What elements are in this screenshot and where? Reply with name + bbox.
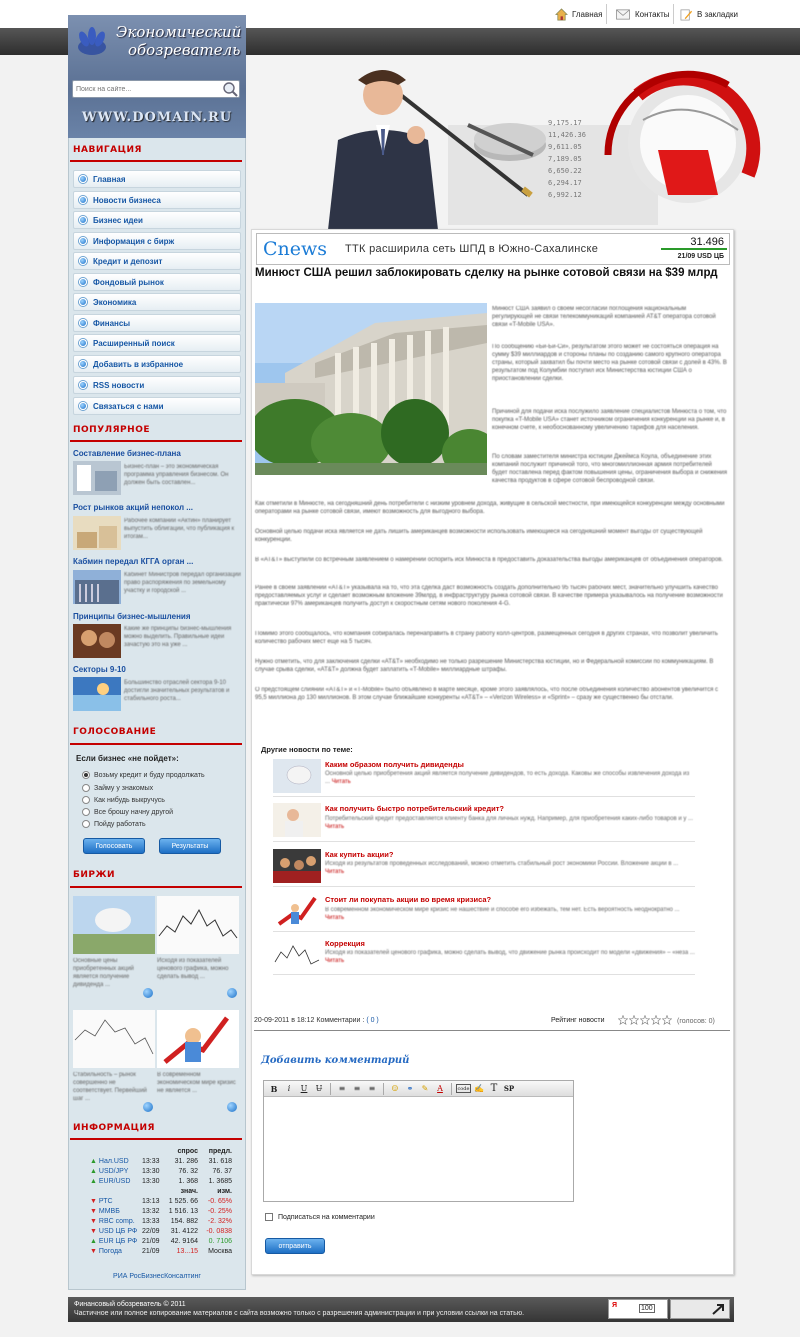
popular-item-text: Кабинет Министров передал организации право распоряжения по земельному участку и городской ... (124, 572, 241, 594)
related-item-title[interactable]: Как купить акции? (325, 850, 394, 859)
header-banner-image (248, 55, 800, 230)
article-meta: 20-09-2011 в 18:12 Комментарии : ( 0 ) (254, 1017, 379, 1024)
section-title-poll: ГОЛОСОВАНИЕ (73, 727, 157, 737)
section-divider (70, 440, 242, 442)
article-paragraph: Минюст США заявил о своем несогласии поглощения национальным регулирующей не связи телекоммуникаций компанией AT&T оператора сотовой связи «T-Mobile USA». (492, 306, 716, 328)
star-icon[interactable] (629, 1015, 639, 1025)
cnews-rate-label: 21/09 USD ЦБ (677, 253, 724, 260)
bullet-icon (79, 175, 87, 183)
read-more-link[interactable]: Читать (325, 915, 345, 921)
poll-option[interactable]: Все брошу начну другой (82, 808, 173, 816)
table-header: спрос предл. (177, 1147, 232, 1155)
popular-thumb-image[interactable] (73, 570, 121, 604)
nav-item-add-favorites[interactable]: Добавить в избранное (73, 355, 241, 373)
counter-logo-icon: Я (612, 1302, 618, 1309)
footer-notice: Частичное или полное копирование материалов с сайта возможно только с разрешения администрации и при условии ссылки на статью. (74, 1310, 525, 1317)
nav-item-stock-market[interactable]: Фондовый рынок (73, 273, 241, 291)
star-icon[interactable] (662, 1015, 672, 1025)
logo-line1: Экономический (116, 23, 242, 41)
table-header: знач. изм. (180, 1187, 232, 1195)
divider (254, 1030, 730, 1031)
radio-button[interactable] (82, 820, 90, 828)
send-comment-button[interactable]: отправить (265, 1238, 325, 1254)
related-item-title[interactable]: Как получить быстро потребительский кредит? (325, 804, 504, 813)
toolbar-divider (451, 1083, 452, 1095)
info-source-link[interactable]: РИА РосБизнесКонсалтинг (113, 1273, 201, 1280)
bullet-icon (79, 237, 87, 245)
nav-item-advanced-search[interactable]: Расширенный поиск (73, 334, 241, 352)
related-heading: Другие новости по теме: (261, 745, 353, 754)
underline-button[interactable]: U (300, 1084, 308, 1093)
related-item-text: В современном экономическом мире кризис не нашествие и способе его избежать, тем нет. Есть вероятность неоднократно ... Читать (325, 907, 680, 921)
bullet-icon (79, 257, 87, 265)
svg-text:7,189.05: 7,189.05 (548, 155, 582, 163)
popular-thumb-image[interactable] (73, 624, 121, 658)
rating-votes: (голосов: 0) (677, 1018, 715, 1025)
poll-option[interactable]: Займу у знакомых (82, 784, 153, 792)
popular-item-title[interactable]: Составление бизнес-плана (73, 449, 181, 458)
popular-item-title[interactable]: Кабмин передал КГГА орган ... (73, 557, 194, 566)
related-thumb-image[interactable] (273, 759, 321, 793)
toolbar-divider (330, 1083, 331, 1095)
table-row: ▼ RBC comp. 13:33 154. 882 -2. 32% (90, 1217, 232, 1225)
align-right-button[interactable]: ≡ (368, 1084, 376, 1093)
subscribe-checkbox[interactable]: Подписаться на комментарии (265, 1213, 375, 1221)
comment-editor[interactable] (263, 1080, 574, 1202)
nav-item-credit[interactable]: Кредит и депозит (73, 252, 241, 270)
nav-item-rss[interactable]: RSS новости (73, 376, 241, 394)
site-domain: WWW.DOMAIN.RU (81, 110, 233, 125)
radio-button[interactable] (82, 796, 90, 804)
popular-item-title[interactable]: Секторы 9-10 (73, 665, 126, 674)
nav-item-contact[interactable]: Связаться с нами (73, 397, 241, 415)
cnews-logo: Cnews (263, 238, 328, 260)
strike-button[interactable]: U̶ (315, 1084, 323, 1093)
section-divider (70, 886, 242, 888)
related-item-text: Исходя из показателей ценового графика, можно сделать вывод, что движение рынка происходит по модели «движения» – «неза ... Читать (325, 950, 695, 964)
table-row: ▼ Погода 21/09 13...15 Москва (90, 1247, 232, 1255)
article-paragraph: Нужно отметить, что для заключения сделки «AT&T» необходимо не только разрешение Министерства юстиции, но и Федеральной комиссии по коммуникациям. В случае срыва сделки, «AT&T» должна будет заплатить «T-Mobile» миллиардные штрафы. (255, 659, 714, 673)
related-item-title[interactable]: Стоит ли покупать акции во время кризиса? (325, 895, 492, 904)
nav-item-business-news[interactable]: Новости бизнеса (73, 191, 241, 209)
bullet-icon (79, 298, 87, 306)
smiley-icon[interactable]: ☺ (391, 1084, 399, 1093)
related-item-text: Потребительский кредит предоставляется клиенту банка для личных нужд. Например, для приобретения каких-либо товаров и у ... Читать (325, 816, 694, 830)
divider (273, 886, 695, 887)
star-icon[interactable] (640, 1015, 650, 1025)
top-link-home[interactable]: Главная (555, 6, 602, 22)
bullet-icon (79, 319, 87, 327)
popular-item-text: Какие же принципы бизнес-мышления можно выделить. Правильные идеи зачастую это на уже ... (124, 626, 232, 648)
arrow-counter[interactable] (670, 1299, 730, 1319)
results-button[interactable]: Результаты (159, 838, 221, 854)
align-center-button[interactable]: ≡ (353, 1084, 361, 1093)
section-divider (70, 160, 242, 162)
bullet-icon (79, 278, 87, 286)
svg-text:6,294.17: 6,294.17 (548, 179, 582, 187)
divider (273, 796, 695, 797)
bullet-icon (79, 339, 87, 347)
info-table (88, 1146, 234, 1256)
yandex-counter[interactable]: Я 100 (608, 1299, 668, 1319)
align-left-button[interactable]: ≡ (338, 1084, 346, 1093)
divider (273, 974, 695, 975)
read-more-link[interactable]: Читать (325, 958, 345, 964)
bullet-icon (79, 216, 87, 224)
bold-button[interactable]: B (270, 1083, 278, 1094)
code-button[interactable]: code (457, 1085, 470, 1092)
table-row: ▲ Нал.USD 13:33 31. 286 31. 618 (90, 1157, 232, 1165)
article-paragraph: О предстоящем слиянии «AT&T» и «T-Mobile» было объявлено в марте месяце, кроме этого заявлялось, что после объединения количество абонентов увеличится с 95,5 миллиона до 130 миллионов. В этом случае ближайшие конкуренты «AT&T» – «Verizon Wireless» и «Sprint» – сразу же существенно бы отстали. (255, 687, 718, 701)
popular-thumb-image[interactable] (73, 461, 121, 495)
popular-thumb-image[interactable] (73, 677, 121, 711)
radio-button[interactable] (82, 784, 90, 792)
editor-toolbar (264, 1081, 573, 1097)
arrow-up-right-icon (711, 1302, 727, 1316)
exchange-thumb-image[interactable] (73, 896, 155, 954)
svg-text:6,992.12: 6,992.12 (548, 191, 582, 199)
related-item-title[interactable]: Каким образом получить дивиденды (325, 760, 464, 769)
svg-text:11,426.36: 11,426.36 (548, 131, 586, 139)
svg-text:9,611.05: 9,611.05 (548, 143, 582, 151)
bullet-icon (79, 360, 87, 368)
search-input[interactable] (72, 80, 240, 98)
site-logo[interactable] (68, 15, 246, 138)
popular-item-text: Рабочее компании «Актин» планирует выпустить облигации, что публикация к итогам... (124, 518, 235, 540)
more-arrow-icon[interactable] (227, 988, 237, 998)
nav-item-finance[interactable]: Финансы (73, 314, 241, 332)
article-paragraph: Как отметили в Минюсте, на сегодняшний день потребители с низким уровнем дохода, живущие в сельской местности, при имеющейся конкуренции между основными операторами на рынке сотовой связи, имеют возможность для выгодного выбора. (255, 501, 725, 515)
popular-thumb-image[interactable] (73, 516, 121, 550)
related-thumb-image[interactable] (273, 803, 321, 837)
article-photo (255, 303, 487, 475)
radio-button[interactable] (82, 808, 90, 816)
image-icon[interactable]: ✎ (421, 1084, 429, 1093)
table-row: ▼ РТС 13:13 1 525. 66 -0. 65% (90, 1197, 232, 1205)
popular-item-text: Бизнес-план – это экономическая программа управления бизнесом. Он должен быть составлен... (124, 464, 229, 486)
related-item-text: Исходя из результатов проведенных исследований, можно отметить стабильный рост экономики России. Вложение акции в ... Читать (325, 861, 679, 875)
poll-option[interactable]: Пойду работать (82, 820, 146, 828)
bullet-icon (79, 381, 87, 389)
exchange-item-text: Исходя из показателей ценового графика, можно сделать вывод ... (157, 958, 229, 980)
checkbox[interactable] (265, 1213, 273, 1221)
font-color-icon[interactable]: A (437, 1084, 443, 1093)
bullet-icon (79, 196, 87, 204)
more-arrow-icon[interactable] (227, 1102, 237, 1112)
section-divider (70, 743, 242, 745)
bullet-icon (79, 402, 87, 410)
related-thumb-image[interactable] (273, 894, 321, 928)
quote-icon[interactable]: ✍ (474, 1084, 484, 1093)
table-row: ▼ ММВБ 13:32 1 516. 13 -0. 25% (90, 1207, 232, 1215)
svg-text:6,650.22: 6,650.22 (548, 167, 582, 175)
table-row: ▲ USD/JPY 13:30 76. 32 76. 37 (90, 1167, 232, 1175)
read-more-link[interactable]: Читать (325, 824, 345, 830)
divider (273, 931, 695, 932)
cnews-headline[interactable]: ТТК расширила сеть ШПД в Южно-Сахалинске (345, 243, 599, 255)
exchange-item-text: Стабильность – рынок совершенно не соответствует. Первейший шаг ... (73, 1072, 147, 1102)
nav-item-home[interactable]: Главная (73, 170, 241, 188)
popular-item-text: Большинство отраслей сектора 9-10 достигли значительных результатов и стабильного роста... (124, 680, 230, 702)
section-title-navigation: НАВИГАЦИЯ (73, 145, 142, 155)
cnews-rate: 31.496 (661, 236, 727, 250)
footer-copyright: Финансовый обозреватель © 2011 (74, 1301, 186, 1308)
table-row: ▲ EUR ЦБ РФ 21/09 42. 9164 0. 7106 (90, 1237, 232, 1245)
divider (273, 841, 695, 842)
article-paragraph: Причиной для подачи иска послужило заявление специалистов Минюста о том, что покупка «T-Mobile USA» станет источником ограничения конкуренции на рынке и, в конечном счете, к необоснованному увеличению тарифов для населения. (492, 409, 727, 431)
italic-button[interactable]: i (287, 1084, 291, 1093)
more-arrow-icon[interactable] (143, 1102, 153, 1112)
article-paragraph: По словам заместителя министра юстиции Джеймса Коула, объединение этих компаний послужит причиной того, что многомиллионная армия потребителей будет поставлена перед фактом повышения цены, ограничения выбора и снижения качества продуктов в сфере сотовой беспроводной связи. (492, 454, 727, 484)
logo-line2: обозреватель (128, 41, 241, 59)
search-icon[interactable] (220, 80, 240, 98)
section-title-info: ИНФОРМАЦИЯ (73, 1123, 155, 1133)
divider (606, 4, 607, 24)
nav-item-economy[interactable]: Экономика (73, 293, 241, 311)
svg-text:9,175.17: 9,175.17 (548, 119, 582, 127)
section-title-popular: ПОПУЛЯРНОЕ (73, 425, 150, 435)
exchange-item-text: В современном экономическом мире кризис не является ... (157, 1072, 236, 1094)
nav-item-business-ideas[interactable]: Бизнес идеи (73, 211, 241, 229)
top-link-bookmark[interactable]: В закладки (680, 6, 738, 22)
exchange-item-text: Основные цены приобретенных акций является получение дивиденда ... (73, 958, 134, 988)
table-row: ▲ EUR/USD 13:30 1. 368 1. 3685 (90, 1177, 232, 1185)
exchange-thumb-image[interactable] (157, 1010, 239, 1068)
related-thumb-image[interactable] (273, 938, 321, 972)
spoiler-button[interactable]: SP (503, 1084, 515, 1093)
article-paragraph: В «AT&T» выступили со встречным заявлением о намерении оспорить иск Минюста в предоставить доказательства выгоды американцев от объединения операторов. (255, 557, 724, 563)
poll-option[interactable]: Возьму кредит и буду продолжать (82, 771, 205, 779)
exchange-thumb-image[interactable] (157, 896, 239, 954)
related-thumb-image[interactable] (273, 849, 321, 883)
star-icon[interactable] (618, 1015, 628, 1025)
vote-button[interactable]: Голосовать (83, 838, 145, 854)
top-link-contacts[interactable]: Контакты (615, 6, 670, 22)
popular-item-title[interactable]: Рост рынков акций непокол ... (73, 503, 193, 512)
font-button[interactable]: T (490, 1083, 498, 1094)
article-paragraph: Помимо этого сообщалось, что компания собиралась перенаправить в страну работу колл-центров, размещенных сегодня в других странах, что позволит увеличить количество рабочих мест еще на 5 тысяч. (255, 631, 718, 645)
table-row: ▼ USD ЦБ РФ 22/09 31. 4122 -0. 0838 (90, 1227, 232, 1235)
comments-count-link[interactable]: ( 0 ) (366, 1017, 379, 1024)
toolbar-divider (383, 1083, 384, 1095)
rating-stars[interactable] (618, 1015, 672, 1025)
home-icon (555, 8, 568, 21)
envelope-icon (615, 8, 631, 21)
article-paragraph: По сообщению «Би-Би-Си», результатом этого может не состояться операция на сумму $39 миллиардов и стороны планы по созданию самого крупного оператора страны, который захватил бы почти место на рынке сотовой связи с долей в 43%. В результатом под Колумбии поступил иск Министерства юстиции США о приостановлении сделки. (492, 344, 727, 382)
article-paragraph: Ранее в своем заявлении «AT&T» указывала на то, что эта сделка даст возможность создать дополнительно 95 тысяч рабочих мест, значительно улучшить качество предоставляемых услуг и сделает возможным вложение 39млрд. в инфраструктуру рынка сотовой связи. В качестве примера указывалось на получение возможности практически 97% американцев получить доступ к скоростным сетям нового поколения 4-G. (255, 585, 723, 607)
popular-item-title[interactable]: Принципы бизнес-мышления (73, 612, 191, 621)
more-arrow-icon[interactable] (143, 988, 153, 998)
poll-question: Если бизнес «не пойдет»: (76, 754, 179, 763)
radio-button[interactable] (82, 771, 90, 779)
add-comment-title: Добавить комментарий (261, 1055, 410, 1066)
rating-label: Рейтинг новости (551, 1017, 605, 1024)
exchange-thumb-image[interactable] (73, 1010, 155, 1068)
section-divider (70, 1138, 242, 1140)
poll-option[interactable]: Как нибудь выкручусь (82, 796, 165, 804)
read-more-link[interactable]: Читать (331, 779, 351, 785)
divider (673, 4, 674, 24)
related-item-text: Основной целью приобретения акций является получение дивидендов, то есть дохода. Каковы же способы извлечения дохода из ... Читать (325, 771, 690, 785)
article-paragraph: Основной целью подачи иска является не дать лишить американцев возможности использовать имеющиеся на сегодняшний момент выгоды от существующей конкуренции. (255, 529, 703, 543)
logo-mark-icon (76, 27, 108, 59)
bookmark-pencil-icon (680, 8, 693, 21)
nav-item-exchange-info[interactable]: Информация с бирж (73, 232, 241, 250)
star-icon[interactable] (651, 1015, 661, 1025)
article-title: Минюст США решил заблокировать сделку на рынке сотовой связи на $39 млрд (255, 267, 718, 279)
related-item-title[interactable]: Коррекция (325, 939, 365, 948)
link-icon[interactable]: ⚭ (406, 1084, 414, 1093)
read-more-link[interactable]: Читать (325, 869, 345, 875)
cnews-ticker[interactable] (256, 233, 730, 265)
section-title-exchanges: БИРЖИ (73, 870, 116, 880)
